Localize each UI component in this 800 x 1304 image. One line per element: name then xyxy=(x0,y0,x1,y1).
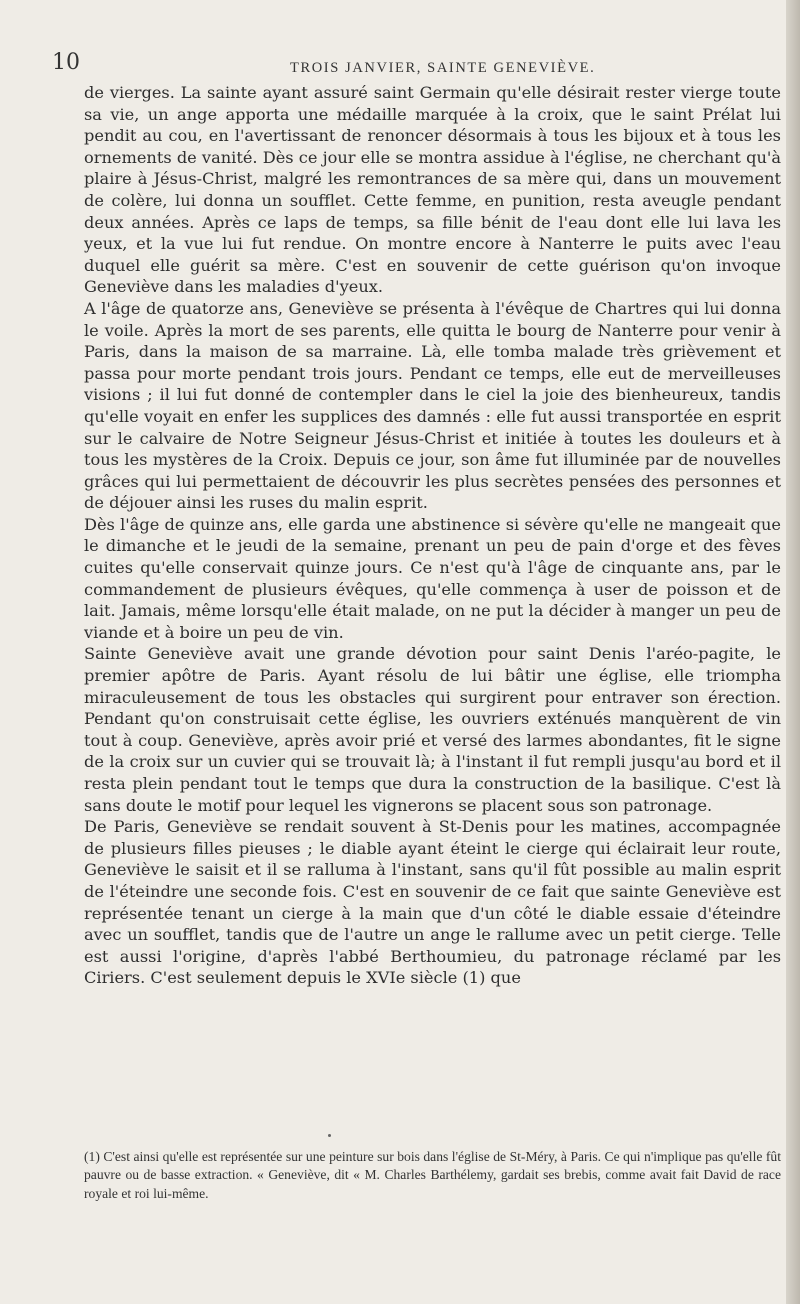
paragraph: De Paris, Geneviève se rendait souvent à St-Denis pour les matines, accompagnée de plusieurs filles pieuses ; le diable ayant éteint le cierge qui éclairait leur route, Geneviève le saisit et il se ralluma à l'instant, sans qu'il fût possible au malin esprit de l'éteindre une seconde fois. C'est en souvenir de ce fait que sainte Geneviève est représentée tenant un cierge à la main que d'un côté le diable essaie d'éteindre avec un soufflet, tandis que de l'autre un ange le rallume avec un petit cierge. Telle est aussi l'origine, d'après l'abbé Berthoumieu, du patronage réclamé par les Ciriers. C'est seulement depuis le XVIe siècle (1) que xyxy=(84,817,781,988)
ink-speck xyxy=(328,1134,331,1137)
footnote xyxy=(84,1148,781,1203)
page-header xyxy=(52,50,782,80)
paragraph: Sainte Geneviève avait une grande dévotion pour saint Denis l'aréo-pagite, le premier apôtre de Paris. Ayant résolu de lui bâtir une église, elle triompha miraculeusement de tous les obstacles qui surgirent pour entraver son érection. Pendant qu'on construisait cette église, les ouvriers exténués manquèrent de vin tout à coup. Geneviève, après avoir prié et versé des larmes abondantes, fit le signe de la croix sur un cuvier qui se trouvait là; à l'instant il fut rempli jusqu'au bord et il resta plein pendant tout le temps que dura la construction de la basilique. C'est là sans doute le motif pour lequel les vignerons se placent sous son patronage. xyxy=(84,644,781,815)
running-title: TROIS JANVIER, SAINTE GENEVIÈVE. xyxy=(290,60,596,76)
footnote-text: (1) C'est ainsi qu'elle est représentée sur une peinture sur bois dans l'église de St-Méry, à Paris. Ce qui n'implique pas qu'elle fût pauvre ou de basse extraction. « Geneviève, dit « M. Charles Barthélemy, gardait ses brebis, comme avait fait David de race royale et roi lui-même. xyxy=(84,1149,781,1201)
main-text xyxy=(84,82,781,989)
page-number: 10 xyxy=(52,50,80,75)
paragraph: A l'âge de quatorze ans, Geneviève se présenta à l'évêque de Chartres qui lui donna le voile. Après la mort de ses parents, elle quitta le bourg de Nanterre pour venir à Paris, dans la maison de sa marraine. Là, elle tomba malade très grièvement et passa pour morte pendant trois jours. Pendant ce temps, elle eut de merveilleuses visions ; il lui fut donné de contempler dans le ciel la joie des bienheureux, tandis qu'elle voyait en enfer les supplices des damnés : elle fut aussi transportée en esprit sur le calvaire de Notre Seigneur Jésus-Christ et initiée à toutes les douleurs et à tous les mystères de la Croix. Depuis ce jour, son âme fut illuminée par de nouvelles grâces qui lui permettaient de découvrir les plus secrètes pensées des personnes et de déjouer ainsi les ruses du malin esprit. xyxy=(84,298,781,513)
paragraph: de vierges. La sainte ayant assuré saint Germain qu'elle désirait rester vierge toute sa vie, un ange apporta une médaille marquée à la croix, que le saint Prélat lui pendit au cou, en l'avertissant de renoncer désormais à tous les bijoux et à tous les ornements de vanité. Dès ce jour elle se montra assidue à l'église, ne cherchant qu'à plaire à Jésus-Christ, malgré les remontrances de sa mère qui, dans un mouvement de colère, lui donna un soufflet. Cette femme, en punition, resta aveugle pendant deux années. Après ce laps de temps, sa fille bénit de l'eau dont elle lui lava les yeux, et la vue lui fut rendue. On montre encore à Nanterre le puits avec l'eau duquel elle guérit sa mère. C'est en souvenir de cette guérison qu'on invoque Geneviève dans les maladies d'yeux. xyxy=(84,83,781,297)
paragraph: Dès l'âge de quinze ans, elle garda une abstinence si sévère qu'elle ne mangeait que le dimanche et le jeudi de la semaine, prenant un peu de pain d'orge et des fèves cuites qu'elle conservait quinze jours. Ce n'est qu'à l'âge de cinquante ans, par le commandement de plusieurs évêques, qu'elle commença à user de poisson et de lait. Jamais, même lorsqu'elle était malade, on ne put la décider à manger un peu de viande et à boire un peu de vin. xyxy=(84,514,781,642)
page-edge-shadow xyxy=(786,0,800,1304)
